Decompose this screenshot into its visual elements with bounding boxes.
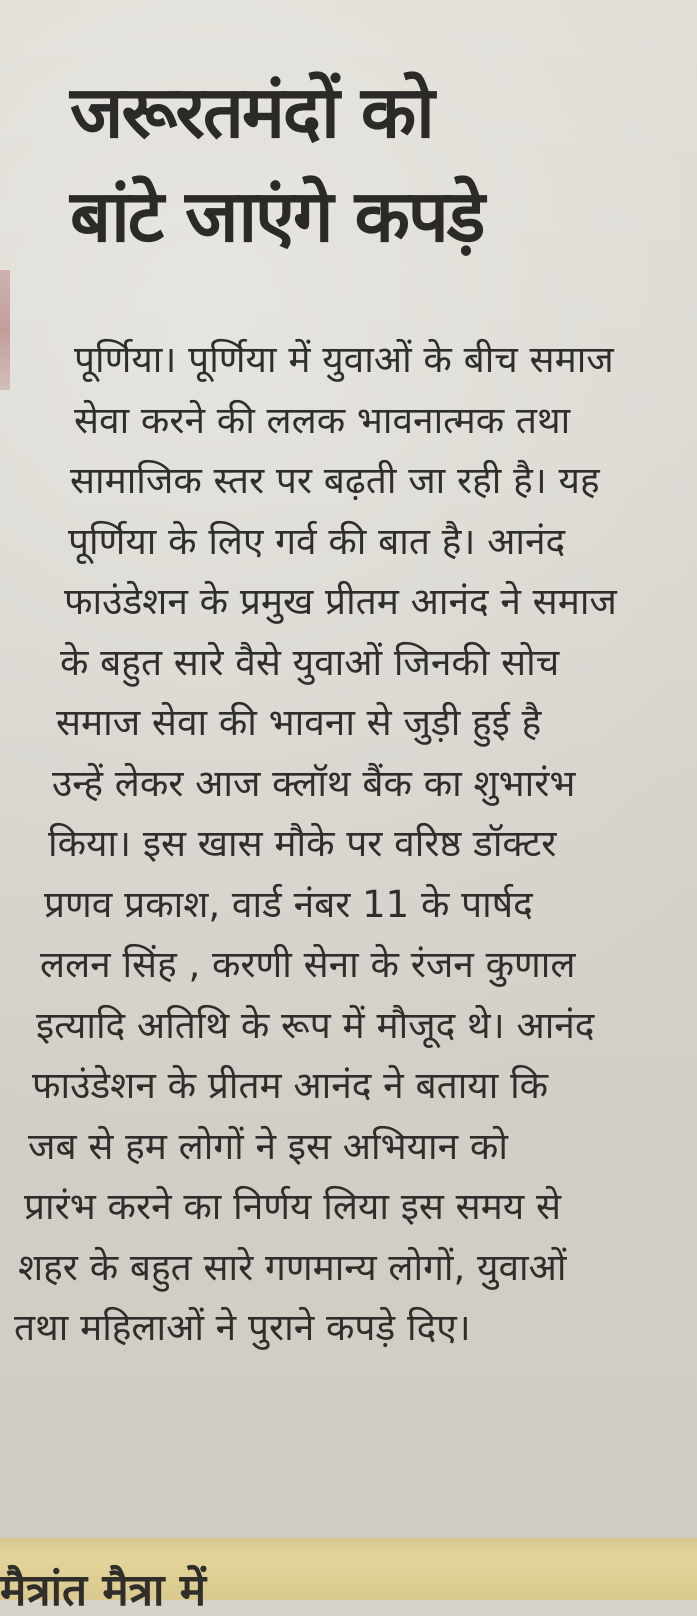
article-line: उन्हें लेकर आज क्लॉथ बैंक का शुभारंभ [52, 761, 576, 805]
article-line: जब से हम लोगों ने इस अभियान को [28, 1124, 508, 1168]
article-headline [70, 60, 670, 268]
article-line: पूर्णिया के लिए गर्व की बात है। आनंद [68, 519, 566, 563]
headline-line-1: जरूरतमंदों को [70, 70, 433, 154]
next-article-partial-headline: मैत्रांत मैत्रा में [0, 1565, 207, 1616]
article-line: फाउंडेशन के प्रीतम आनंद ने बताया कि [32, 1064, 549, 1107]
article-line: सेवा करने की ललक भावनात्मक तथा [74, 398, 571, 442]
article-line: शहर के बहुत सारे गणमान्य लोगों, युवाओं [18, 1245, 567, 1289]
article-line: किया। इस खास मौके पर वरिष्ठ डॉक्टर [48, 822, 557, 865]
article-line: फाउंडेशन के प्रमुख प्रीतम आनंद ने समाज [64, 580, 617, 623]
article-line: इत्यादि अतिथि के रूप में मौजूद थे। आनंद [36, 1003, 595, 1047]
article-line: के बहुत सारे वैसे युवाओं जिनकी सोच [60, 640, 560, 684]
article-body [12, 330, 662, 1359]
article-line: ललन सिंह , करणी सेना के रंजन कुणाल [40, 943, 576, 986]
article-line: समाज सेवा की भावना से जुड़ी हुई है [56, 701, 542, 744]
article-line: तथा महिलाओं ने पुराने कपड़े दिए। [14, 1306, 471, 1349]
article-line: पूर्णिया। पूर्णिया में युवाओं के बीच समाज [74, 338, 614, 381]
article-line: प्रणव प्रकाश, वार्ड नंबर 11 के पार्षद [44, 882, 533, 926]
headline-line-2: बांटे जाएंगे कपड़े [70, 174, 484, 258]
adjacent-column-edge [0, 270, 10, 390]
article-line: सामाजिक स्तर पर बढ़ती जा रही है। यह [70, 459, 600, 502]
article-line: प्रारंभ करने का निर्णय लिया इस समय से [24, 1185, 562, 1228]
